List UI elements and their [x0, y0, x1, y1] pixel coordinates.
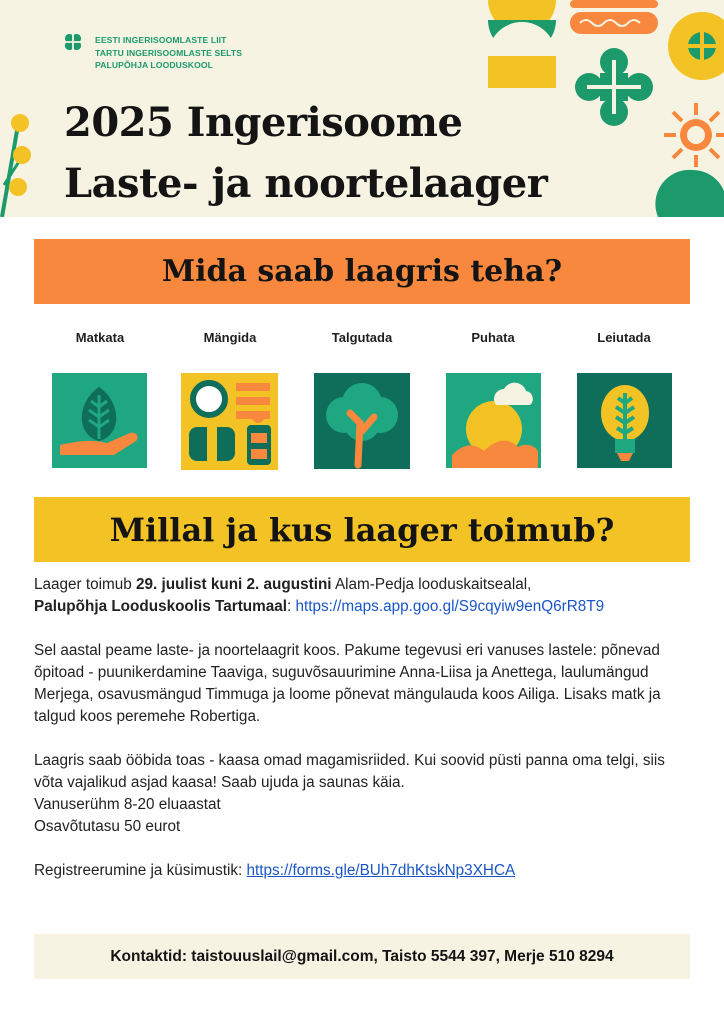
- text-span: :: [287, 598, 296, 615]
- tree-icon: [314, 373, 410, 469]
- title-line-1: 2025 Ingerisoome: [64, 99, 463, 146]
- activity-label: Matkata: [75, 330, 125, 345]
- registration-label: Registreerumine ja küsimustik:: [34, 862, 247, 879]
- program-paragraph: Sel aastal peame laste- ja noortelaagrit koos. Pakume tegevusi eri vanuses lastele: põnevad õpitoad - puunikerdamine Taaviga, suguvõsauurimine Anna-Liisa ja Anettega, laulumängud Merjega, osavusmängud Timmuga ja loome põnevat mängulauda koos Ailiga. Lisaks matk ja talgud koos peremehe Robertiga.: [34, 642, 661, 725]
- activity-label: Puhata: [471, 330, 515, 345]
- activity-label: Leiutada: [597, 330, 651, 345]
- accommodation-text: Laagris saab ööbida toas - kaasa omad magamisriided. Kui soovid püsti panna oma telgi, siis võta vajalikud asjad kaasa! Saab ujuda ja saunas käia.: [34, 752, 665, 791]
- registration-link[interactable]: https://forms.gle/BUh7dhKtskNp3XHCA: [246, 862, 516, 879]
- board-game-icon: [181, 373, 278, 470]
- when-where-heading: Millal ja kus laager toimub?: [34, 497, 690, 562]
- dates-text: 29. juulist kuni 2. augustini: [136, 576, 332, 593]
- age-group-text: Vanuserühm 8-20 eluaastat: [34, 796, 221, 813]
- org-name: EESTI INGERISOOMLASTE LIIT: [95, 35, 227, 45]
- organizations-list: [95, 34, 242, 72]
- accommodation-paragraph: [34, 750, 694, 838]
- branch-decoration-icon: [0, 105, 32, 217]
- clover-logo-icon: [64, 33, 82, 51]
- header-banner: [0, 0, 724, 217]
- text-span: Laager toimub: [34, 576, 137, 593]
- map-link[interactable]: https://maps.app.goo.gl/S9cqyiw9enQ6rR8T9: [295, 598, 605, 615]
- title-line-2: Laste- ja noortelaager: [64, 160, 548, 207]
- lightbulb-icon: [577, 373, 672, 468]
- activity-label: Mängida: [203, 330, 257, 345]
- event-description: [34, 574, 694, 904]
- registration-paragraph: [34, 860, 694, 882]
- page-title: [64, 92, 547, 214]
- location-text: Palupõhja Looduskoolis Tartumaal: [34, 598, 287, 615]
- org-name: TARTU INGERISOOMLASTE SELTS: [95, 47, 243, 58]
- activities-heading: Mida saab laagris teha?: [34, 239, 690, 304]
- sun-cloud-icon: [446, 373, 541, 468]
- leaf-hand-icon: [52, 373, 147, 468]
- text-span: Alam-Pedja looduskaitsealal,: [331, 576, 532, 593]
- geometric-flower-decoration-icon: [486, 0, 724, 217]
- dates-location-paragraph: [34, 574, 694, 618]
- org-name: PALUPÕHJA LOODUSKOOL: [95, 60, 214, 70]
- contact-bar: Kontaktid: taistouuslail@gmail.com, Taisto 5544 397, Merje 510 8294: [34, 934, 690, 979]
- activity-label: Talgutada: [331, 330, 393, 345]
- fee-text: Osavõtutasu 50 eurot: [34, 818, 181, 835]
